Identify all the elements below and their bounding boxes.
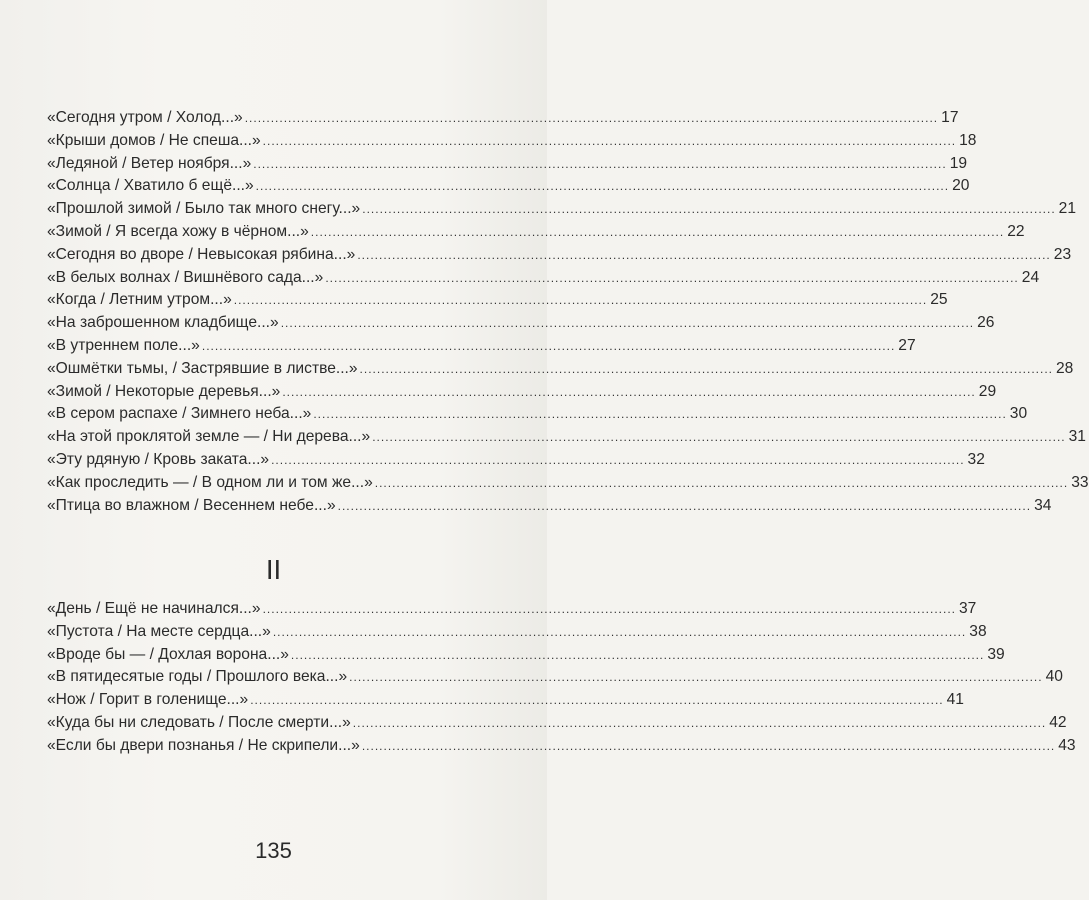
toc-entry	[47, 335, 916, 358]
toc-entry-title: «Зимой / Я всегда хожу в чёрном...»	[47, 222, 309, 240]
toc-entry	[47, 221, 1025, 244]
toc-entry	[47, 381, 997, 404]
toc-entry-title: «Ледяной / Ветер ноября...»	[47, 154, 252, 172]
toc-entry-page: 41	[946, 691, 964, 709]
toc-leader-dots	[362, 198, 1055, 221]
toc-section-1	[47, 107, 1089, 517]
toc-leader-dots	[250, 689, 943, 712]
toc-entry	[47, 244, 1072, 267]
toc-leader-dots	[273, 621, 966, 644]
toc-entry	[47, 712, 1067, 735]
toc-entry-page: 19	[949, 154, 968, 172]
toc-entry	[47, 312, 995, 335]
toc-entry-title: «Крыши домов / Не спеша...»	[47, 131, 261, 149]
toc-entry-title: «Когда / Летним утром...»	[47, 291, 232, 309]
toc-entry	[47, 495, 1052, 518]
toc-leader-dots	[372, 426, 1065, 449]
toc-entry-page: 22	[1007, 222, 1025, 240]
toc-entry	[47, 153, 968, 176]
toc-entry-page: 24	[1021, 268, 1040, 286]
toc-entry-page: 37	[959, 600, 977, 617]
toc-section-2	[47, 598, 1076, 758]
toc-entry-page: 27	[898, 336, 916, 354]
toc-entry-title: «Как проследить — / В одном ли и том же...»	[47, 473, 373, 491]
toc-entry	[47, 403, 1028, 426]
toc-entry	[47, 289, 948, 312]
toc-entry	[47, 689, 964, 712]
toc-entry-page: 18	[959, 131, 977, 149]
toc-entry-page: 39	[987, 645, 1005, 663]
toc-leader-dots	[353, 712, 1046, 735]
page-number: 135	[255, 838, 292, 863]
toc-entry	[47, 735, 1076, 758]
toc-entry-page: 23	[1053, 245, 1072, 263]
toc-entry-title: «Если бы двери познанья / Не скрипели...»	[47, 736, 360, 754]
toc-entry	[47, 175, 970, 198]
toc-entry-page: 42	[1049, 713, 1067, 731]
toc-entry	[47, 472, 1089, 495]
toc-entry-title: «На этой проклятой земле — / Ни дерева...»	[47, 428, 371, 446]
toc-entry	[47, 598, 977, 621]
toc-entry-title: «В утреннем поле...»	[47, 336, 200, 354]
toc-entry-title: «Прошлой зимой / Было так много снегу...»	[47, 200, 361, 218]
toc-leader-dots	[349, 666, 1042, 689]
toc-entry-page: 28	[1055, 359, 1074, 377]
toc-entry	[47, 107, 959, 130]
toc-entry-page: 33	[1071, 473, 1089, 491]
toc-entry-page: 30	[1009, 405, 1028, 423]
toc-entry-title: «Солнца / Хватило б ещё...»	[47, 177, 254, 195]
toc-entry-page: 34	[1034, 496, 1052, 514]
toc-entry-page: 26	[977, 314, 995, 332]
toc-entry-page: 40	[1045, 668, 1063, 686]
toc-entry-page: 25	[930, 291, 948, 309]
toc-entry	[47, 198, 1077, 221]
toc-leader-dots	[256, 175, 949, 198]
toc-leader-dots	[271, 449, 964, 472]
toc-entry-page: 21	[1058, 200, 1077, 218]
toc-leader-dots	[325, 267, 1018, 290]
toc-entry-title: «Зимой / Некоторые деревья...»	[47, 382, 281, 400]
toc-leader-dots	[234, 289, 927, 312]
toc-leader-dots	[375, 472, 1068, 495]
toc-entry-title: «Куда бы ни следовать / После смерти...»	[47, 713, 351, 731]
toc-leader-dots	[360, 358, 1053, 381]
toc-entry	[47, 666, 1063, 689]
toc-entry-page: 20	[952, 177, 970, 195]
toc-leader-dots	[263, 130, 956, 153]
toc-entry-title: «Ошмётки тьмы, / Застрявшие в листве...»	[47, 359, 358, 377]
toc-entry-title: «Нож / Горит в голенище...»	[47, 691, 249, 709]
toc-leader-dots	[282, 381, 975, 404]
toc-entry-page: 32	[967, 450, 985, 468]
toc-entry-page: 31	[1068, 428, 1086, 446]
toc-entry-page: 38	[969, 622, 987, 640]
toc-leader-dots	[357, 244, 1050, 267]
toc-entry	[47, 267, 1040, 290]
toc-leader-dots	[281, 312, 974, 335]
toc-entry-title: «В белых волнах / Вишнёвого сада...»	[47, 268, 324, 286]
toc-entry-page: 17	[941, 109, 959, 126]
toc-entry-title: «В сером распахе / Зимнего неба...»	[47, 405, 312, 423]
toc-leader-dots	[253, 153, 946, 176]
toc-entry-title: «День / Ещё не начинался...»	[47, 600, 261, 617]
toc-entry-title: «Сегодня во дворе / Невысокая рябина...»	[47, 245, 356, 263]
toc-entry-title: «Птица во влажном / Весеннем небе...»	[47, 496, 336, 514]
toc-entry	[47, 130, 977, 153]
toc-entry-page: 29	[978, 382, 997, 400]
toc-leader-dots	[245, 107, 938, 130]
toc-entry-title: «Вроде бы — / Дохлая ворона...»	[47, 645, 289, 663]
toc-leader-dots	[311, 221, 1004, 244]
toc-entry-title: «В пятидесятые годы / Прошлого века...»	[47, 668, 348, 686]
toc-entry	[47, 426, 1086, 449]
toc-leader-dots	[338, 495, 1031, 518]
toc-entry-title: «На заброшенном кладбище...»	[47, 314, 279, 332]
toc-entry	[47, 644, 1005, 667]
toc-entry	[47, 621, 987, 644]
toc-leader-dots	[291, 644, 984, 667]
toc-leader-dots	[202, 335, 895, 358]
section-heading: II	[265, 556, 282, 586]
toc-entry	[47, 449, 985, 472]
toc-entry-title: «Эту рдяную / Кровь заката...»	[47, 450, 270, 468]
toc-entry-title: «Пустота / На месте сердца...»	[47, 622, 271, 640]
toc-entry-page: 43	[1058, 736, 1076, 754]
toc-entry	[47, 358, 1074, 381]
toc-leader-dots	[362, 735, 1055, 758]
toc-entry-title: «Сегодня утром / Холод...»	[47, 109, 243, 126]
toc-leader-dots	[263, 598, 956, 621]
toc-leader-dots	[313, 403, 1006, 426]
